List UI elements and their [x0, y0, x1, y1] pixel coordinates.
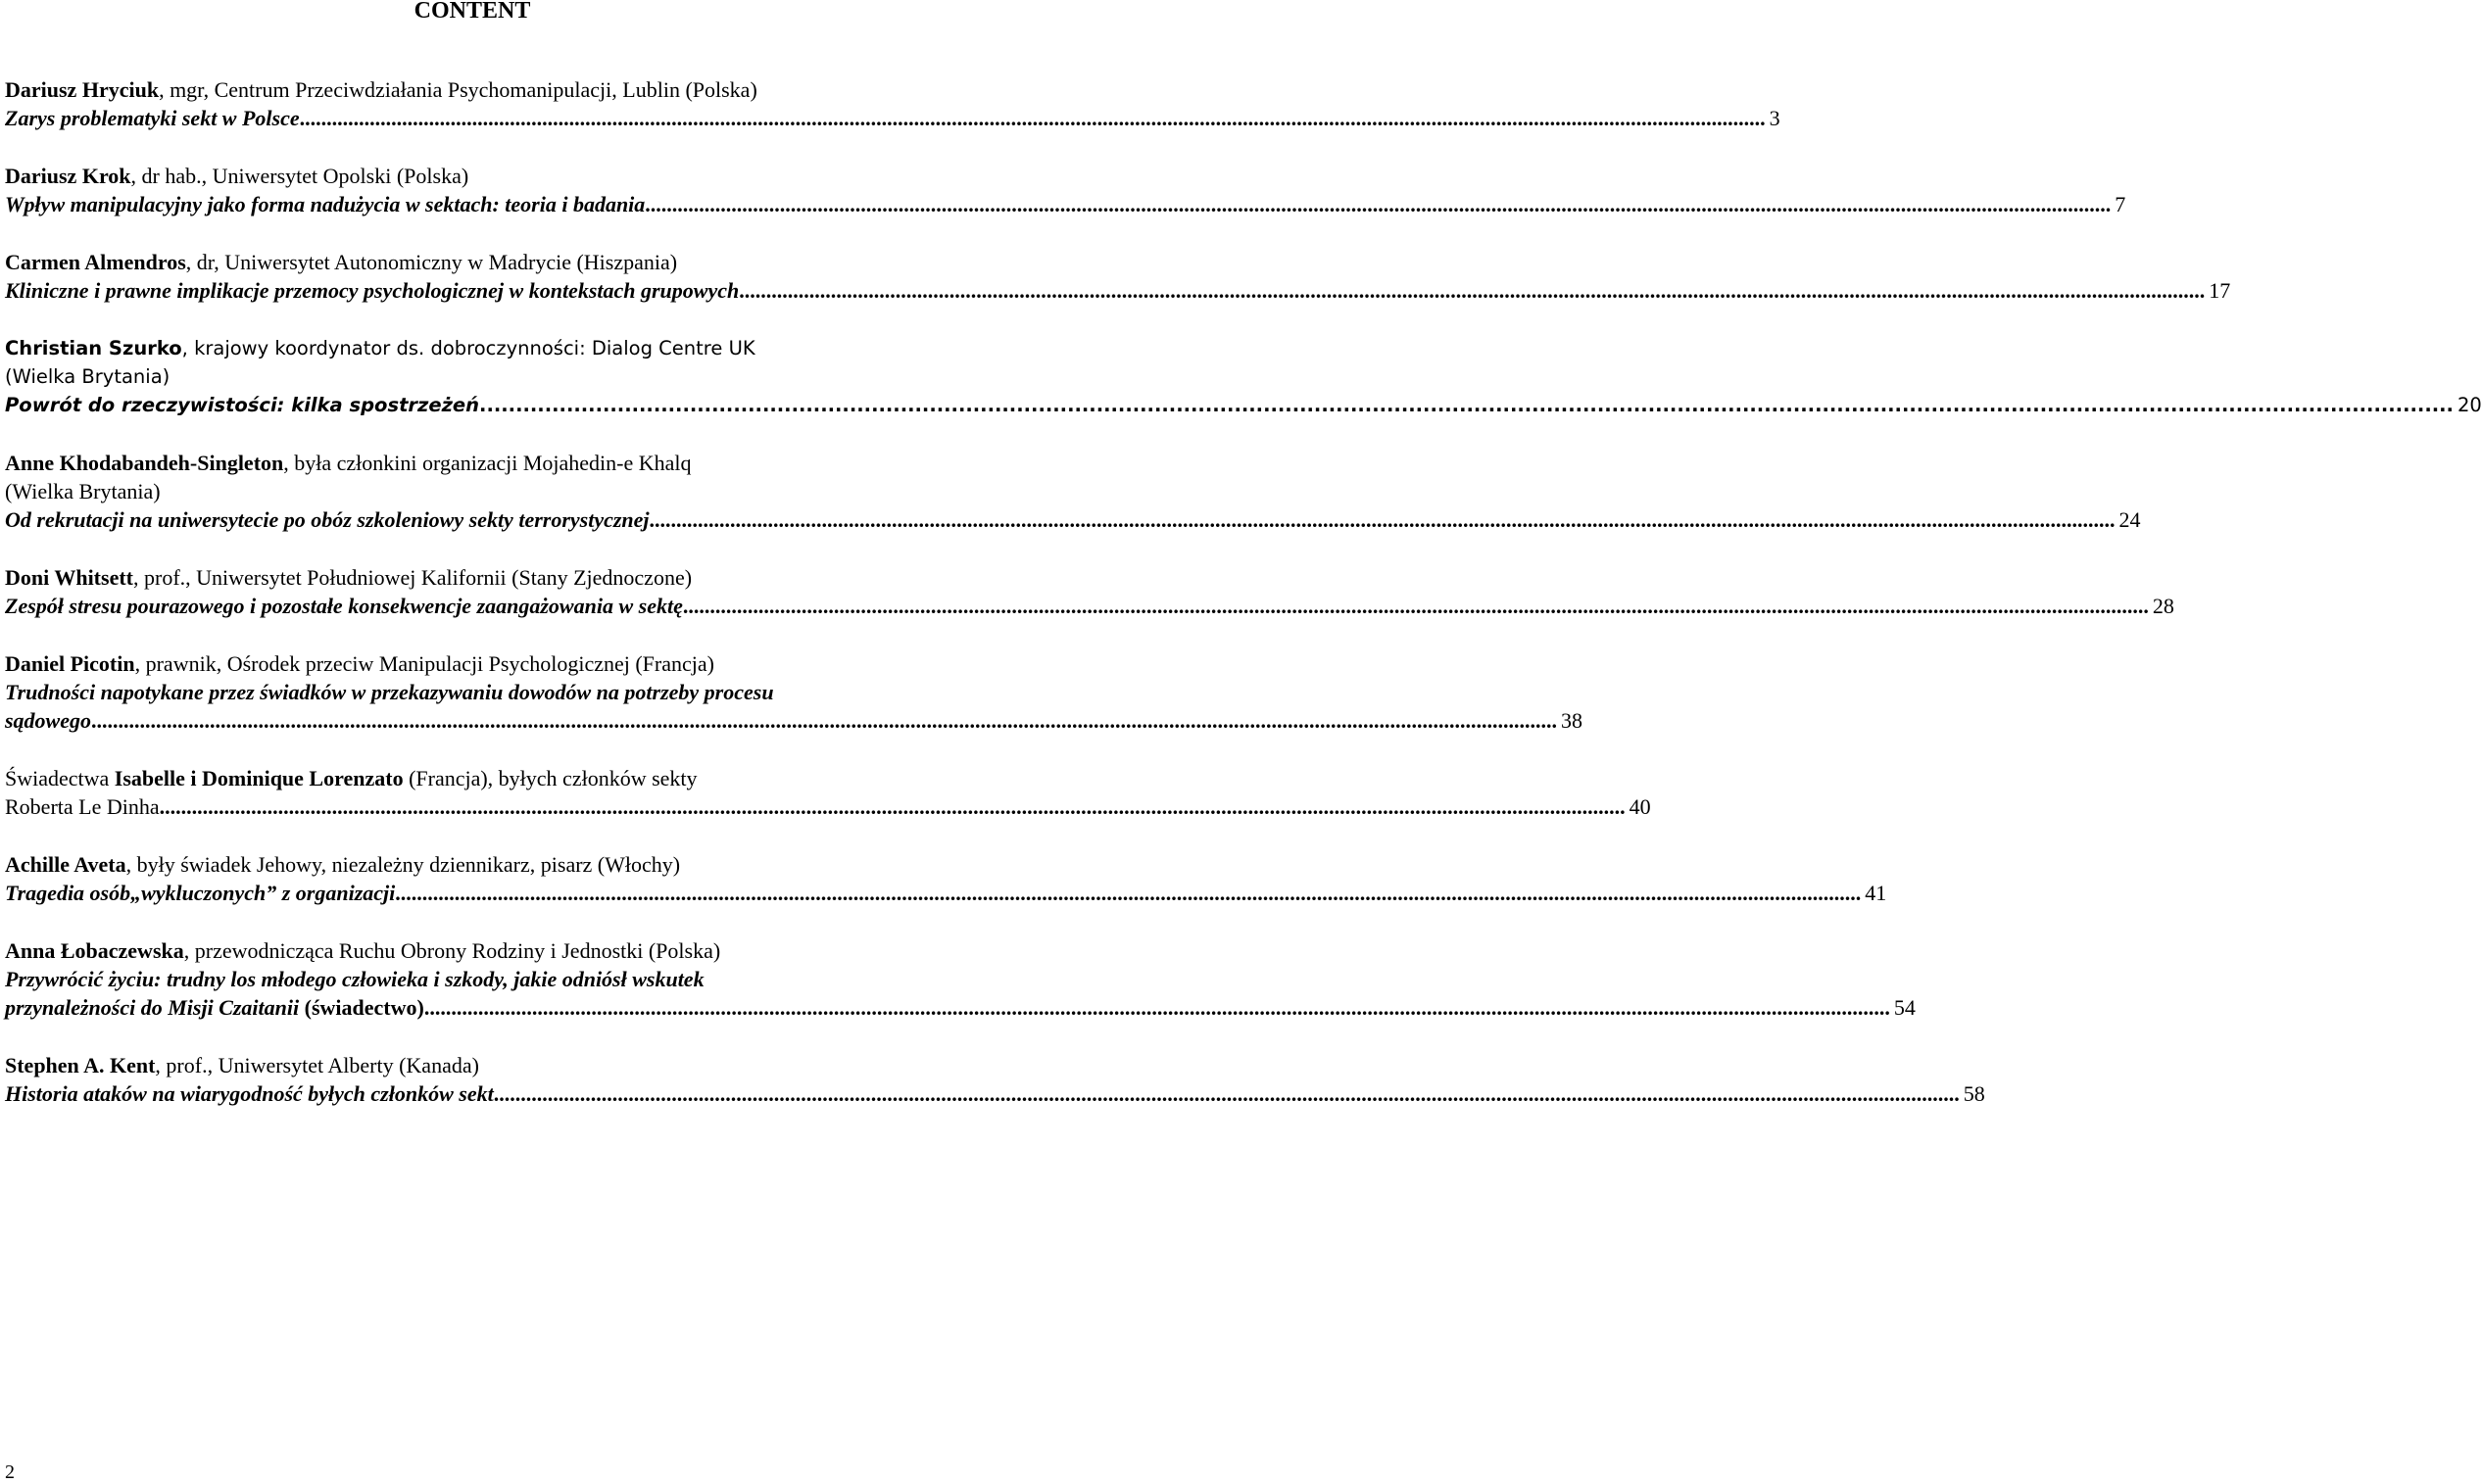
author-affiliation: , dr hab., Uniwersytet Opolski (Polska) — [130, 164, 469, 188]
entry-title: Roberta Le Dinha — [5, 794, 160, 819]
toc-entry — [5, 649, 1582, 735]
toc-entry — [5, 334, 2482, 419]
entry-title: Tragedia osób„wykluczonych” z organizacji — [5, 881, 396, 905]
dot-leader — [424, 993, 1890, 1022]
toc-entry — [5, 1051, 1985, 1108]
author-line — [5, 764, 936, 792]
author-name: Dariusz Hryciuk — [5, 77, 160, 102]
toc-entry — [5, 850, 1887, 907]
title-line[interactable] — [5, 879, 1887, 907]
author-affiliation: , dr, Uniwersytet Autonomiczny w Madrycie (Hiszpania) — [185, 250, 678, 274]
author-line — [5, 1051, 936, 1079]
title-line[interactable] — [5, 1079, 1985, 1108]
title-line[interactable] — [5, 706, 1582, 735]
entry-title: Od rekrutacji na uniwersytecie po obóz szkoleniowy sekty terrorystycznej — [5, 507, 650, 532]
toc-entry — [5, 449, 2141, 534]
author-affiliation: (Francja), byłych członków sekty — [403, 766, 698, 790]
author-name: Anne Khodabandeh-Singleton — [5, 451, 284, 475]
author-name: Anna Łobaczewska — [5, 938, 184, 963]
title-line[interactable] — [5, 391, 2482, 419]
author-affiliation-continued: (Wielka Brytania) — [5, 365, 170, 388]
page-title: CONTENT — [414, 0, 531, 24]
dot-leader — [300, 104, 1766, 132]
dot-leader — [650, 505, 2116, 534]
entry-title: Wpływ manipulacyjny jako forma nadużycia w sektach: teoria i badania — [5, 192, 646, 216]
page-number: 28 — [2152, 594, 2174, 618]
entry-title-line1[interactable]: Trudności napotykane przez świadków w przekazywaniu dowodów na potrzeby procesu — [5, 680, 774, 704]
author-affiliation: , prof., Uniwersytet Południowej Kalifornii (Stany Zjednoczone) — [133, 565, 693, 590]
author-name: Isabelle i Dominique Lorenzato — [114, 766, 404, 790]
dot-leader — [91, 706, 1557, 735]
author-affiliation: , była członkini organizacji Mojahedin-e Khalq — [283, 451, 692, 475]
entry-title: Kliniczne i prawne implikacje przemocy psychologicznej w kontekstach grupowych — [5, 278, 740, 303]
author-affiliation-continued: (Wielka Brytania) — [5, 479, 161, 503]
author-name: Doni Whitsett — [5, 565, 133, 590]
author-name: Dariusz Krok — [5, 164, 131, 188]
author-line — [5, 75, 936, 104]
title-line[interactable] — [5, 276, 2231, 305]
author-line — [5, 850, 936, 879]
author-affiliation: , przewodnicząca Ruchu Obrony Rodziny i Jednostki (Polska) — [183, 938, 721, 963]
author-affiliation: , prof., Uniwersytet Alberty (Kanada) — [155, 1053, 479, 1077]
page-number: 3 — [1769, 106, 1780, 130]
author-line — [5, 649, 936, 678]
entry-title: przynależności do Misji Czaitanii — [5, 995, 300, 1020]
entry-title: Zespół stresu pourazowego i pozostałe konsekwencje zaangażowania w sektę — [5, 594, 683, 618]
table-of-contents — [5, 75, 2482, 1108]
toc-entry — [5, 563, 2174, 620]
author-affiliation: , były świadek Jehowy, niezależny dziennikarz, pisarz (Włochy) — [125, 852, 681, 877]
toc-entry — [5, 764, 1651, 821]
title-line[interactable] — [5, 104, 1780, 132]
entry-title-suffix: (świadectwo) — [299, 995, 424, 1020]
author-line — [5, 334, 936, 362]
author-affiliation: , krajowy koordynator ds. dobroczynności: Dialog Centre UK — [181, 337, 755, 359]
dot-leader — [645, 190, 2111, 218]
page-number: 17 — [2209, 278, 2231, 303]
page-number: 54 — [1893, 995, 1916, 1020]
toc-entry — [5, 75, 1780, 132]
author-line — [5, 563, 936, 592]
author-line — [5, 449, 936, 477]
dot-leader — [395, 879, 1861, 907]
dot-leader — [739, 276, 2205, 305]
entry-title-wrap — [5, 993, 424, 1022]
dot-leader — [479, 391, 2454, 419]
title-line[interactable] — [5, 592, 2174, 620]
dot-leader — [683, 592, 2149, 620]
page-number: 20 — [2457, 394, 2482, 416]
entry-title-line1[interactable]: Przywrócić życiu: trudny los młodego człowieka i szkody, jakie odniósł wskutek — [5, 967, 705, 991]
entry-title: Powrót do rzeczywistości: kilka spostrzeżeń — [5, 394, 480, 416]
page-number: 41 — [1865, 881, 1887, 905]
author-name: Carmen Almendros — [5, 250, 186, 274]
dot-leader — [160, 792, 1626, 821]
toc-entry — [5, 248, 2231, 305]
toc-entry — [5, 936, 1916, 1022]
author-line — [5, 248, 936, 276]
author-name: Stephen A. Kent — [5, 1053, 156, 1077]
page-number: 40 — [1629, 794, 1651, 819]
title-line[interactable] — [5, 505, 2141, 534]
author-affiliation: , mgr, Centrum Przeciwdziałania Psychomanipulacji, Lublin (Polska) — [159, 77, 757, 102]
footer-page-number: 2 — [5, 1461, 15, 1483]
title-line[interactable] — [5, 993, 1916, 1022]
page-number: 58 — [1963, 1081, 1985, 1106]
author-name: Achille Aveta — [5, 852, 126, 877]
entry-title: Zarys problematyki sekt w Polsce — [5, 106, 300, 130]
author-line — [5, 162, 936, 190]
author-name: Daniel Picotin — [5, 651, 135, 676]
title-line[interactable] — [5, 792, 1651, 821]
entry-title: sądowego — [5, 708, 91, 733]
entry-title: Historia ataków na wiarygodność byłych członków sekt — [5, 1081, 494, 1106]
page-number: 38 — [1561, 708, 1582, 733]
author-affiliation: , prawnik, Ośrodek przeciw Manipulacji Psychologicznej (Francja) — [134, 651, 714, 676]
toc-entry — [5, 162, 2126, 218]
page-number: 7 — [2115, 192, 2126, 216]
title-line[interactable] — [5, 190, 2126, 218]
entry-prefix: Świadectwa — [5, 766, 115, 790]
author-name: Christian Szurko — [5, 337, 182, 359]
page-number: 24 — [2118, 507, 2141, 532]
dot-leader — [494, 1079, 1960, 1108]
author-line — [5, 936, 936, 965]
